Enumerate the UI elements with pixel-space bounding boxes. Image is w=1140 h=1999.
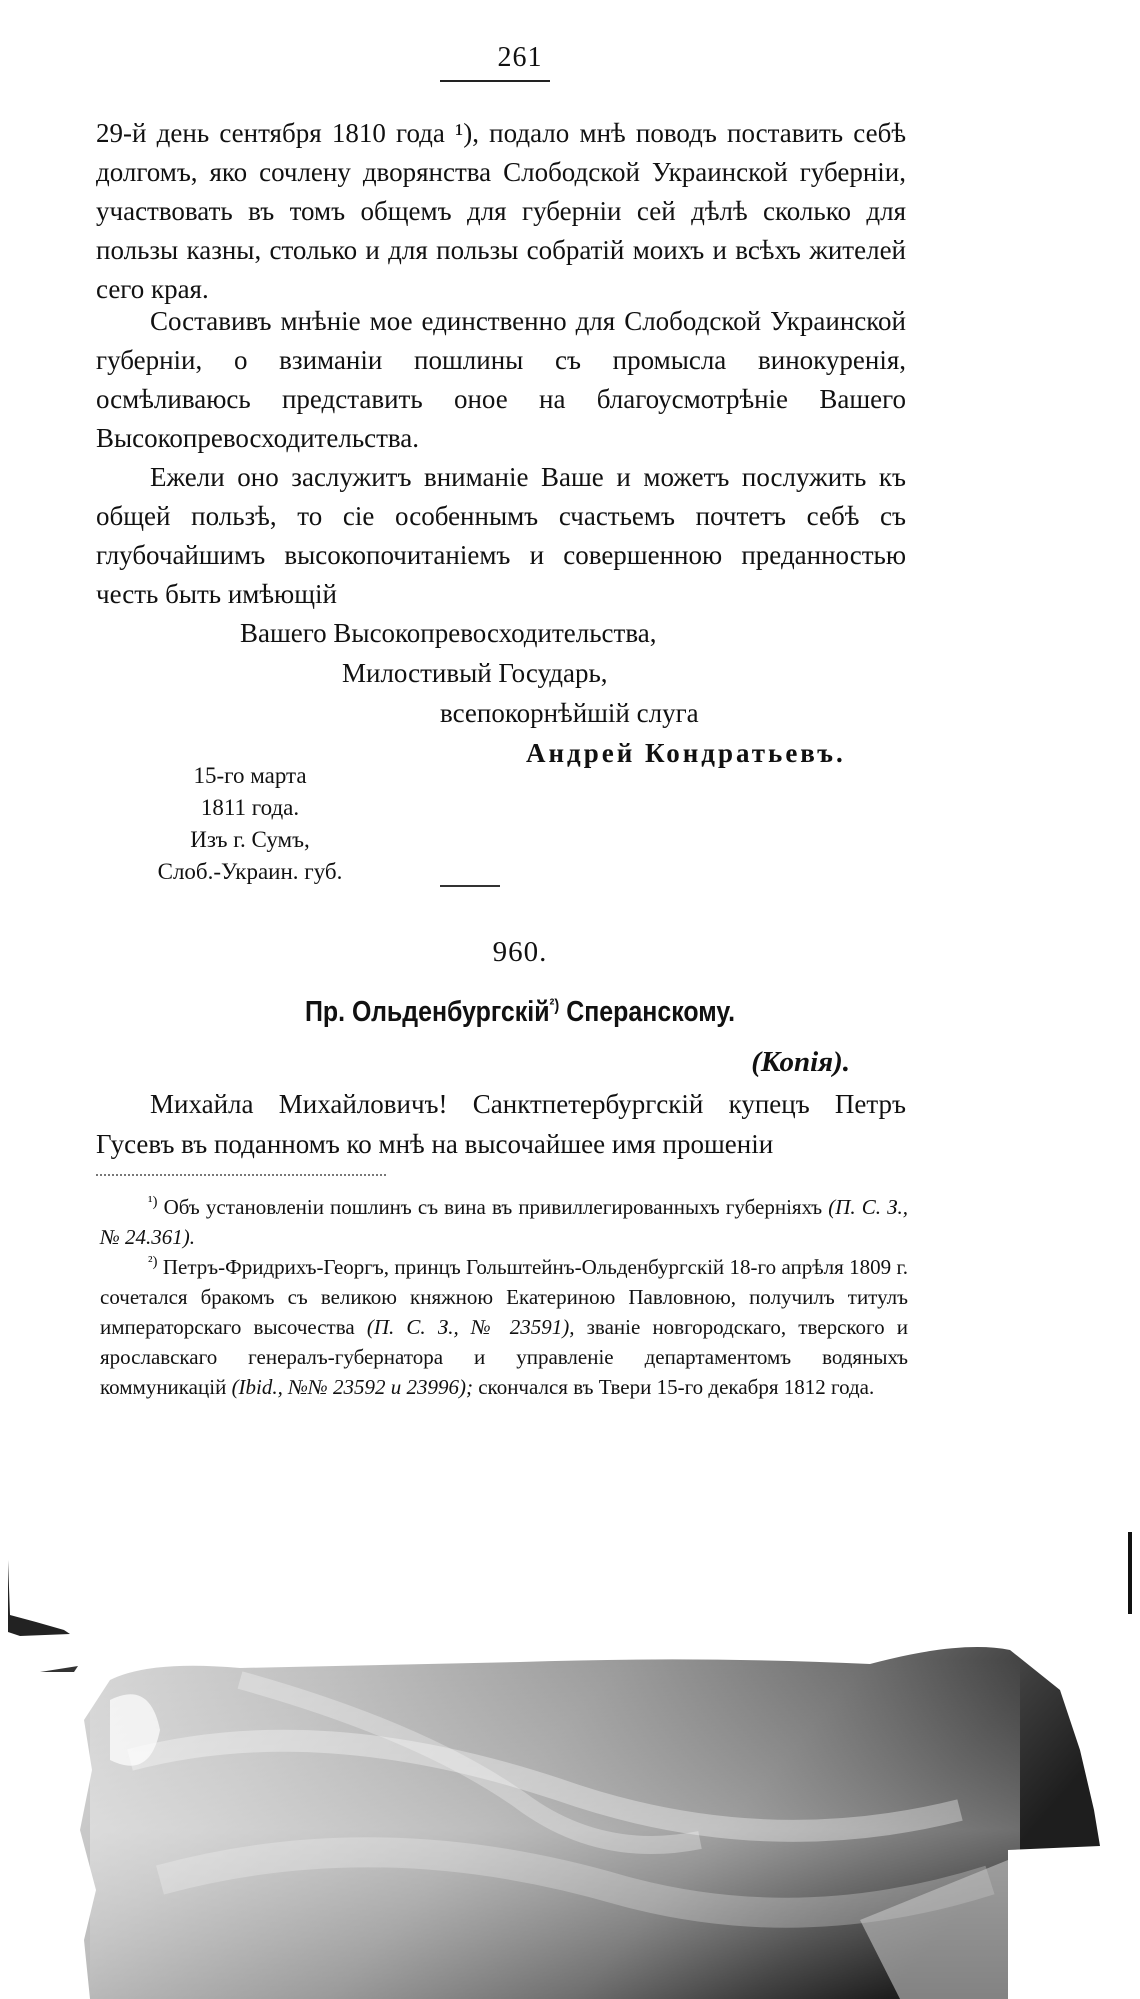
date-place-block [130,760,370,888]
place-line: Изъ г. Сумъ, [190,827,310,852]
footnotes [100,1192,908,1402]
paragraph-text: Михайла Михайловичъ! Санктпетербургскій купецъ Петръ Гусевъ въ поданномъ ко мнѣ на высочайшее имя прошеніи [96,1089,906,1159]
letter-opening [96,1084,906,1164]
heading-to: Сперанскому. [566,996,735,1028]
footnote-text: скончался въ Твери 15-го декабря 1812 года. [478,1375,875,1399]
footnote-citation: (Ibid., №№ 23592 и 23996); [231,1375,473,1399]
date-line: 15-го марта [193,763,307,788]
page-number-rule [440,80,550,82]
footnote-1 [100,1192,908,1252]
footnote-text: званіе новгородскаго, тверского и ярославскаго генералъ-губернатора и управленіе департаментомъ водяныхъ коммуникацій [100,1315,909,1399]
place-line: Слоб.-Украин. губ. [157,859,343,884]
footnote-marker: ¹) [148,1194,158,1210]
footnote-text: Объ установленіи пошлинъ съ вина въ привиллегированныхъ губерніяхъ [163,1195,823,1219]
closing-line-1: Вашего Высокопревосходительства, [240,618,657,648]
heading-from: Пр. Ольденбургскій [304,996,550,1028]
footnote-citation: (П. С. З., № 24.361). [100,1195,909,1249]
paragraph-text: Составивъ мнѣніе мое единственно для Слободской Украинской губерніи, о взиманіи пошлины съ промысла винокуренія, осмѣливаюсь представить оное на благоусмотрѣніе Вашего Высокопревосходительства. [96,306,906,453]
date-line: 1811 года. [200,795,300,820]
document-heading [73,996,967,1029]
section-divider [440,885,500,887]
letter-paragraph-3 [96,458,906,614]
footnote-text: Петръ-Фридрихъ-Георгъ, принцъ Гольштейнъ-Ольденбургскій 18-го апрѣля 1809 г. сочетался бракомъ съ великою княжною Екатериною Павловною, получилъ титулъ императорскаго высочества [100,1255,908,1339]
footnote-marker: ²) [148,1254,158,1270]
signature: Андрей Кондратьевъ. [526,738,846,768]
copy-label: (Копія). [751,1046,850,1078]
footnote-2 [100,1252,908,1402]
closing-line-2: Милостивый Государь, [342,658,608,688]
paragraph-text: Ежели оно заслужитъ вниманіе Ваше и можетъ послужить къ общей пользѣ, то сіе особеннымъ счастьемъ почтетъ себѣ съ глубочайшимъ высокопочитаніемъ и совершенною преданностью честь быть имѣющій [96,462,906,609]
closing-line-3: всепокорнѣйшій слуга [440,698,699,728]
footnote-ref: ²) [549,995,560,1015]
footnote-citation: (П. С. З., № 23591), [366,1315,575,1339]
paragraph-text: 29-й день сентября 1810 года ¹), подало мнѣ поводъ поставить себѣ долгомъ, яко сочлену дворянства Слободской Украинской губерніи, участвовать въ томъ общемъ для губерніи сей дѣлѣ сколько для пользы казны, столько и для пользы собратій моихъ и всѣхъ жителей сего края. [96,118,906,304]
scan-damage-artifact [0,1560,1140,1999]
letter-paragraph-1 [96,114,906,309]
page-number: 261 [497,42,543,73]
letter-paragraph-2 [96,302,906,458]
cut-off-text-fragment [96,1174,386,1182]
document-number: 960. [492,936,548,968]
